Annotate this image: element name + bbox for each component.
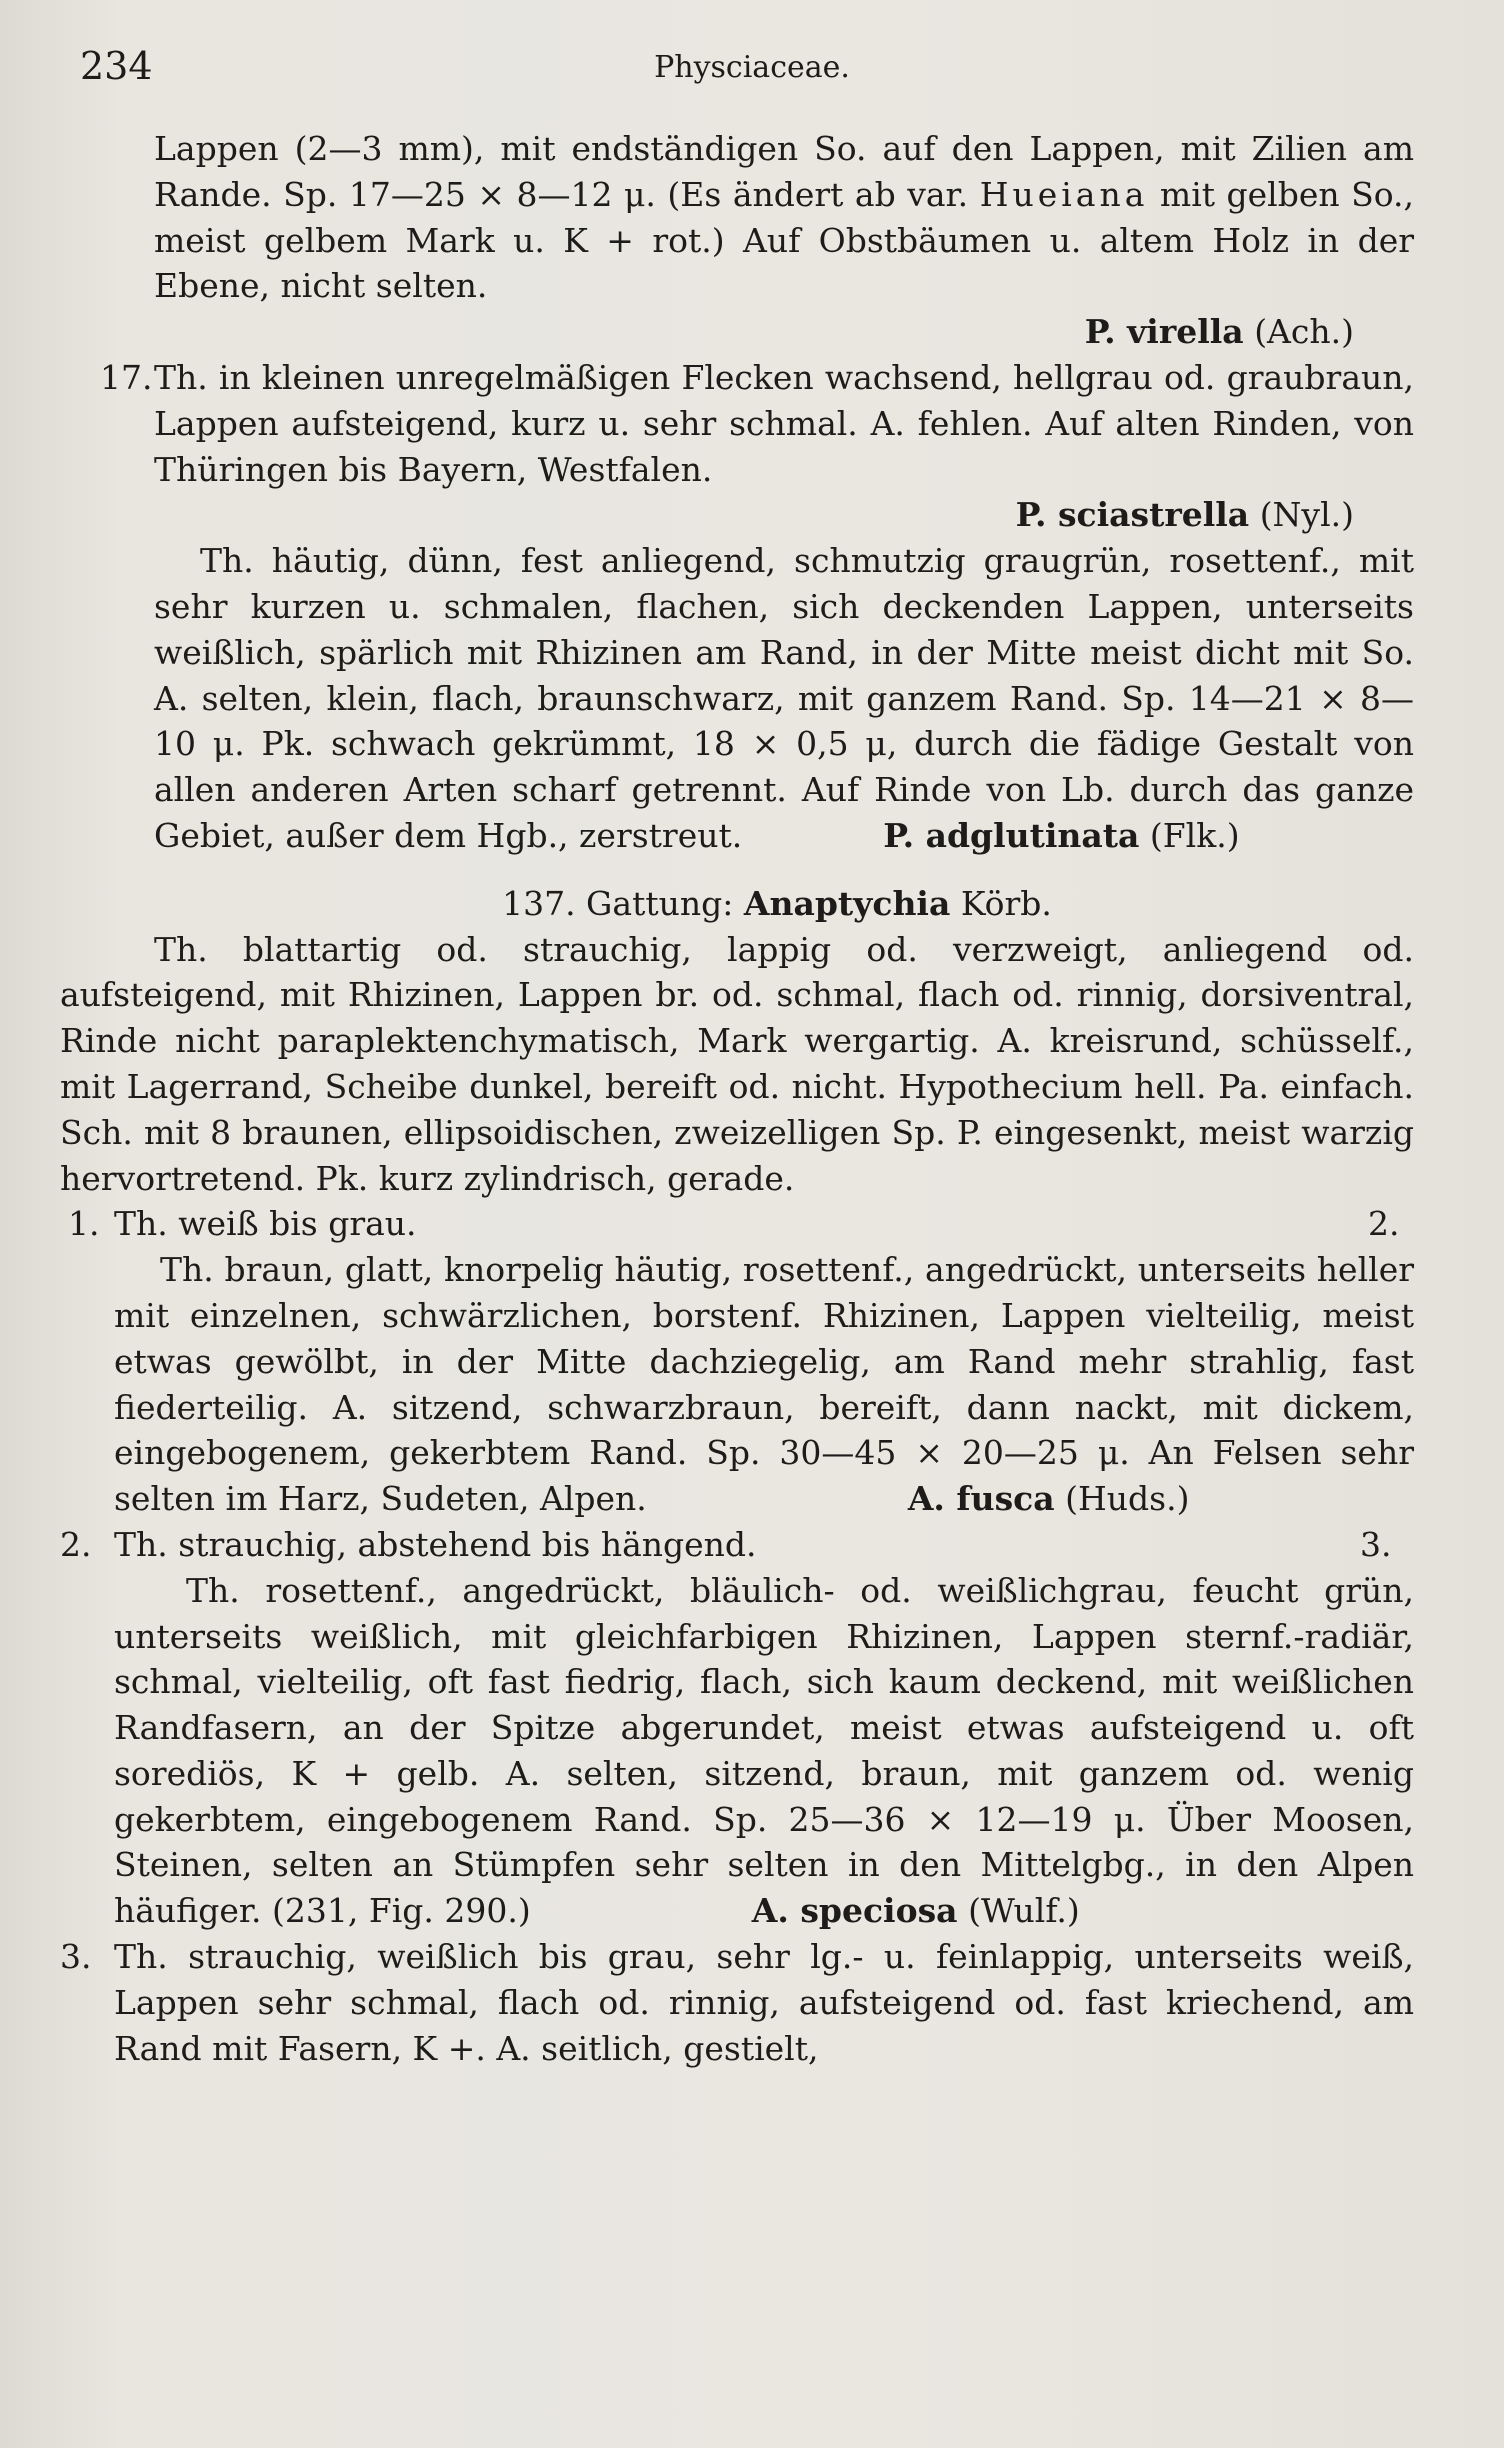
paragraph: Th. braun, glatt, knorpelig häutig, rosettenf., angedrückt, unterseits heller mit einzelnen, schwärzlichen, borstenf. Rhizinen, Lappen vielteilig, meist etwas gewölbt, in der Mitte dachziegelig, am Rand mehr strahlig, fast fiederteilig. A. sitzend, schwarzbraun, bereift, dann nackt, mit dickem, eingebogenem, gekerbtem Rand. Sp. 30—45 × 20—25 μ. An Felsen sehr selten im Harz, Sudeten, Alpen. A. fusca (Huds.) (114, 1250, 1414, 1519)
paragraph: Th. häutig, dünn, fest anliegend, schmutzig graugrün, rosettenf., mit sehr kurzen u. schmalen, flachen, sich deckenden Lappen, unterseits weißlich, spärlich mit Rhizinen am Rand, in der Mitte meist dicht mit So. A. selten, klein, flach, braunschwarz, mit ganzem Rand. Sp. 14—21 × 8—10 μ. Pk. schwach gekrümmt, 18 × 0,5 μ, durch die fädige Gestalt von allen anderen Arten scharf getrennt. Auf Rinde von Lb. durch das ganze Gebiet, außer dem Hgb., zerstreut. P. adglutinata (Flk.) (154, 541, 1414, 855)
key-number: 17. (100, 357, 153, 397)
species-name: P. adglutinata (883, 815, 1140, 855)
key-number: 2. (60, 1524, 92, 1564)
genus-heading: 137. Gattung: Anaptychia Körb. (502, 883, 1052, 923)
species-name: P. sciastrella (1015, 495, 1250, 535)
species-author: (Wulf.) (968, 1891, 1080, 1931)
key-entry: 17.Th. in kleinen unregelmäßigen Flecken wachsend, hellgrau od. graubraun, Lappen aufsteigend, kurz u. sehr schmal. A. fehlen. Auf alten Rinden, von Thüringen bis Bayern, Westfalen. (60, 355, 1414, 492)
species-name: A. fusca (907, 1479, 1055, 1519)
body-text (60, 126, 1414, 2071)
paragraph: Th. rosettenf., angedrückt, bläulich- od. weißlichgrau, feucht grün, unterseits weißlich, mit gleichfarbigen Rhizinen, Lappen sternf.-radiär, schmal, vielteilig, oft fast fiedrig, flach, sich kaum deckend, mit weißlichen Randfasern, an der Spitze abgerundet, meist etwas aufsteigend u. oft sorediös, K + gelb. A. selten, sitzend, braun, mit ganzem od. wenig gekerbtem, eingebogenem Rand. Sp. 25—36 × 12—19 μ. Über Moosen, Steinen, selten an Stümpfen sehr selten in den Mittelgbg., in den Alpen häufiger. (231, Fig. 290.) A. speciosa (Wulf.) (114, 1570, 1414, 1931)
species-name: A. speciosa (751, 1891, 958, 1931)
species-name: P. virella (1084, 312, 1244, 352)
page-header (80, 44, 1424, 96)
genus-author: Körb. (960, 883, 1052, 923)
running-head: Physciaceae. (654, 50, 850, 85)
key-entry: 1. Th. weiß bis grau. 2. (60, 1201, 1414, 1247)
species-author: (Flk.) (1149, 815, 1240, 855)
page-number: 234 (80, 44, 153, 88)
species-author: (Nyl.) (1259, 495, 1354, 535)
genus-description: Th. blattartig od. strauchig, lappig od. verzweigt, anliegend od. aufsteigend, mit Rhizinen, Lappen br. od. schmal, flach od. rinnig, dorsiventral, Rinde nicht paraplektenchymatisch, Mark wergartig. A. kreisrund, schüsself., mit Lagerrand, Scheibe dunkel, bereift od. nicht. Hypothecium hell. Pa. einfach. Sch. mit 8 braunen, ellipsoidischen, zweizelligen Sp. P. eingesenkt, meist warzig hervortretend. Pk. kurz zylindrisch, gerade. (60, 929, 1414, 1198)
variety-name: Hueiana (979, 174, 1149, 214)
species-author: (Huds.) (1065, 1479, 1190, 1519)
key-entry: 3. Th. strauchig, weißlich bis grau, sehr lg.- u. feinlappig, unterseits weiß, Lappen sehr schmal, flach od. rinnig, aufsteigend od. fast kriechend, am Rand mit Fasern, K +. A. seitlich, gestielt, (60, 1934, 1414, 2071)
species-name-line (60, 309, 1414, 355)
species-author: (Ach.) (1254, 312, 1354, 352)
key-entry: 2. Th. strauchig, abstehend bis hängend. 3. (60, 1522, 1414, 1568)
paragraph: Lappen (2—3 mm), mit endständigen So. auf den Lappen, mit Zilien am Rande. Sp. 17—25 × 8—12 μ. (Es ändert ab var. Hueiana mit gelben So., meist gelbem Mark u. K + rot.) Auf Obstbäumen u. altem Holz in der Ebene, nicht selten. (154, 129, 1414, 306)
key-number: 3. (60, 1937, 92, 1977)
key-number: 1. (68, 1204, 100, 1244)
genus-name: Anaptychia (743, 883, 951, 923)
species-name-line (60, 492, 1414, 538)
